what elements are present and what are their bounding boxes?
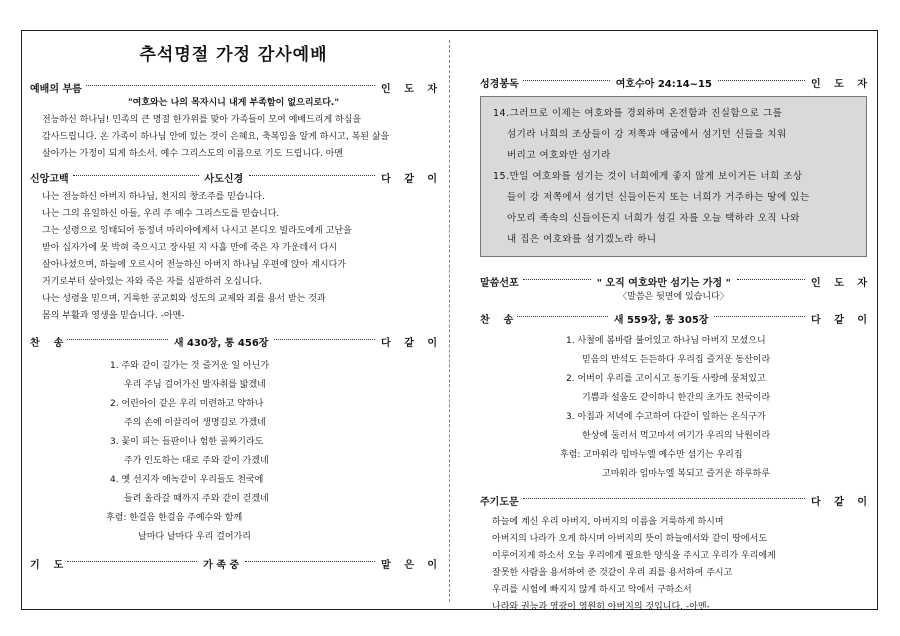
creed-line: 나는 그의 유일하신 아들, 우리 주 예수 그리스도를 믿습니다. [42, 209, 280, 219]
lords-prayer-line: 아버지의 나라가 오게 하시며 아버지의 뜻이 하늘에서와 같이 땅에서도 [492, 534, 768, 544]
creed-header: 신앙고백 사도신경 다 같 이 [30, 173, 443, 185]
call-to-worship-header: 예배의 부름 인 도 자 [30, 83, 442, 95]
column-divider [449, 40, 450, 602]
creed-line: 몸의 부활과 영생을 믿습니다. -아멘- [42, 311, 185, 321]
lords-prayer-line: 하늘에 계신 우리 아버지, 아버지의 이름을 거룩하게 하시며 [492, 517, 724, 527]
lords-prayer-line: 이루어지게 하소서 오늘 우리에게 필요한 양식을 주시고 우리가 우리에게 [492, 551, 776, 561]
creed-line: 그는 성령으로 잉태되어 동정녀 마리아에게서 나시고 본디오 빌라도에게 고난을 [42, 226, 352, 236]
sermon-note: 〈말씀은 뒷면에 있습니다〉 [618, 292, 729, 302]
lords-prayer-line: 나라와 권능과 영광이 영원히 아버지의 것입니다. -아멘- [492, 602, 710, 612]
hymn-verses-right: 1. 사철에 봄바람 불어있고 하나님 아버지 모셨으니 믿음의 반석도 든든하다 우리집 즐거운 동산이라 2. 어버이 우리를 고이시고 동기들 사랑에 뭉쳐있고 기쁨과 설움도 같이하니 한간의 초가도 천국이라 3. 아침과 저녁에 수고하여 다같이 일하는 온식구가 한상에 둘러서 먹고마셔 여기가 우리의 낙원이라 후렴: 고마워라 임마누엘 예수만 섬기는 우리집 고마워라 임마누엘 복되고 즐거운 하루하루 [560, 336, 771, 479]
prayer-header: 기 도 가 족 중 맡 은 이 [30, 559, 442, 571]
creed-line: 나는 성령을 믿으며, 거룩한 공교회와 성도의 교제와 죄를 용서 받는 것과 [42, 294, 326, 304]
creed-line: 거기로부터 살아있는 자와 죽은 자를 심판하러 오십니다. [42, 277, 262, 287]
lords-prayer-line: 우리를 시험에 빠지지 않게 하시고 악에서 구하소서 [492, 585, 692, 595]
verse-15: 15.만일 여호와를 섬기는 것이 너희에게 좋지 않게 보이거든 너희 조상 들이 강 저쪽에서 섬기던 신들이든지 또는 너희가 거주하는 땅에 있는 아모리 족속의 신들이든지 너희가 섬길 자를 오늘 택하라 오직 나와 내 집은 여호와를 섬기겠노라 하니 [493, 171, 810, 245]
reading-header: 성경봉독 여호수아 24:14~15 인 도 자 [480, 78, 872, 90]
lords-prayer-header: 주기도문 다 같 이 [480, 496, 872, 508]
page-title: 추석명절 가정 감사예배 [139, 45, 328, 65]
hymn-header: 찬 송 새 430장, 통 456장 다 같 이 [30, 337, 442, 349]
creed-line: 살아나셨으며, 하늘에 오르시어 전능하신 아버지 하나님 우편에 앉아 계시다가 [42, 260, 346, 270]
scripture-box [480, 96, 867, 257]
lords-prayer-line: 잘못한 사람을 용서하여 준 것같이 우리 죄를 용서하여 주시고 [492, 568, 733, 578]
right-column [480, 74, 872, 616]
verse-14: 14.그러므로 이제는 여호와를 경외하며 온전함과 진실함으로 그를 섬기라 너희의 조상들이 강 저쪽과 애굽에서 섬기던 신들을 치워 버리고 여호와만 섬기라 [493, 108, 787, 161]
call-quote: "여호와는 나의 목자시니 내게 부족함이 없으리로다." [127, 98, 340, 108]
call-line: 전능하신 하나님! 민족의 큰 명절 한가위를 맞아 가족들이 모여 예배드리게 하심을 [42, 115, 362, 125]
hymn-header-right: 찬 송 새 559장, 통 305장 다 같 이 [480, 314, 872, 326]
call-line: 감사드립니다. 온 가족이 하나님 안에 있는 것이 은혜요, 축복임을 알게 하시고, 복된 삶을 [42, 132, 390, 142]
creed-line: 받아 십자가에 못 박혀 죽으시고 장사된 지 사흘 만에 죽은 자 가운데서 다시 [42, 243, 338, 253]
call-line: 살아가는 가정이 되게 하소서. 예수 그리스도의 이름으로 기도 드립니다. 아멘 [42, 149, 343, 159]
sermon-header: 말씀선포 " 오직 여호와만 섬기는 가정 " 인 도 자 [480, 277, 872, 289]
hymn-verses: 1. 주와 같이 길가는 것 즐거운 일 아닌가 우리 주님 걸어가신 발자취를 밟겠네 2. 어린아이 같은 우리 미련하고 약하나 주의 손에 이끌리어 생명길로 가겠네 3. 꽃이 피는 들판이나 험한 골짜기라도 주가 인도하는 대로 주와 같이 가겠네 4. 옛 선지자 에녹같이 우리들도 천국에 들려 올라갈 때까지 주와 같이 걷겠네 후렴: 한걸음 한걸음 주예수와 함께 날마다 날마다 우리 걸어가리 [106, 361, 270, 542]
creed-line: 나는 전능하신 아버지 하나님, 천지의 창조주를 믿습니다. [42, 192, 265, 202]
left-column [30, 36, 443, 571]
